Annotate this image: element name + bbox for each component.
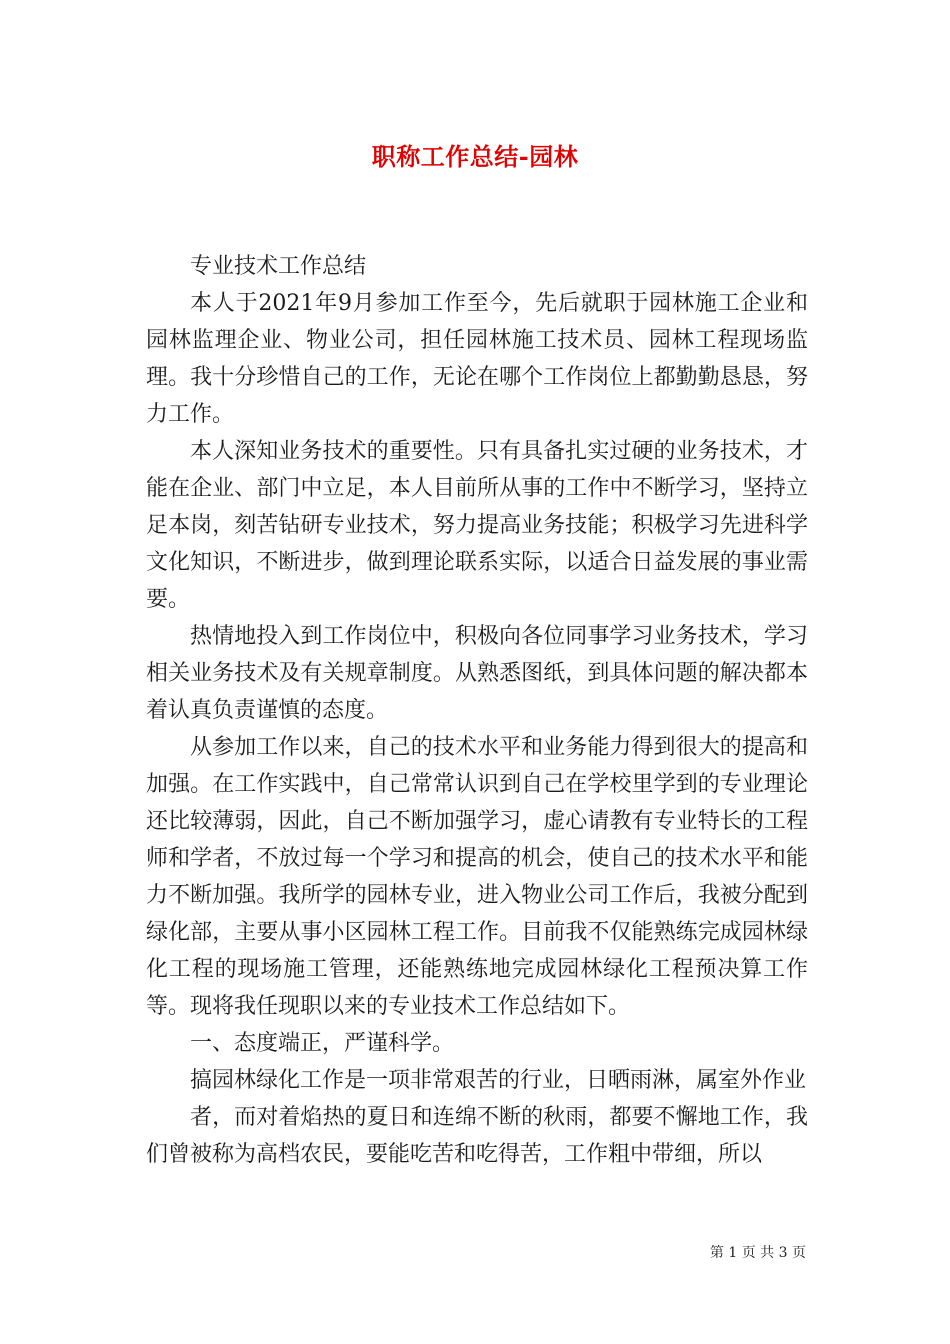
paragraph: 热情地投入到工作岗位中，积极向各位同事学习业务技术，学习相关业务技术及有关规章制度。从熟悉图纸，到具体问题的解决都本着认真负责谨慎的态度。 xyxy=(146,624,808,723)
paragraph-heading: 专业技术工作总结 xyxy=(190,254,367,279)
paragraph: 搞园林绿化工作是一项非常艰苦的行业，日晒雨淋，属室外作业 xyxy=(190,1068,807,1093)
paragraph: 本人深知业务技术的重要性。只有具备扎实过硬的业务技术，才能在企业、部门中立足，本人目前所从事的工作中不断学习，坚持立足本岗，刻苦钻研专业技术，努力提高业务技能；积极学习先进科学文化知识，不断进步，做到理论联系实际，以适合日益发展的事业需要。 xyxy=(146,439,808,612)
section-heading: 一、态度端正，严谨科学。 xyxy=(190,1031,455,1056)
document-body xyxy=(146,248,808,1173)
document-title: 职称工作总结-园林 xyxy=(371,142,579,171)
paragraph: 从参加工作以来，自己的技术水平和业务能力得到很大的提高和加强。在工作实践中，自己常常认识到自己在学校里学到的专业理论还比较薄弱，因此，自己不断加强学习，虚心请教有专业特长的工程师和学者，不放过每一个学习和提高的机会，使自己的技术水平和能力不断加强。我所学的园林专业，进入物业公司工作后，我被分配到绿化部，主要从事小区园林工程工作。目前我不仅能熟练完成园林绿化工程的现场施工管理，还能熟练地完成园林绿化工程预决算工作等。现将我任现职以来的专业技术工作总结如下。 xyxy=(146,735,808,1019)
paragraph: 本人于2021年9月参加工作至今，先后就职于园林施工企业和园林监理企业、物业公司，担任园林施工技术员、园林工程现场监理。我十分珍惜自己的工作，无论在哪个工作岗位上都勤勤恳恳，努力工作。 xyxy=(146,291,808,427)
paragraph: 者，而对着焰热的夏日和连绵不断的秋雨，都要不懈地工作，我们曾被称为高档农民，要能吃苦和吃得苦，工作粗中带细，所以 xyxy=(146,1105,808,1167)
page-number: 第 1 页 共 3 页 xyxy=(709,1245,806,1261)
